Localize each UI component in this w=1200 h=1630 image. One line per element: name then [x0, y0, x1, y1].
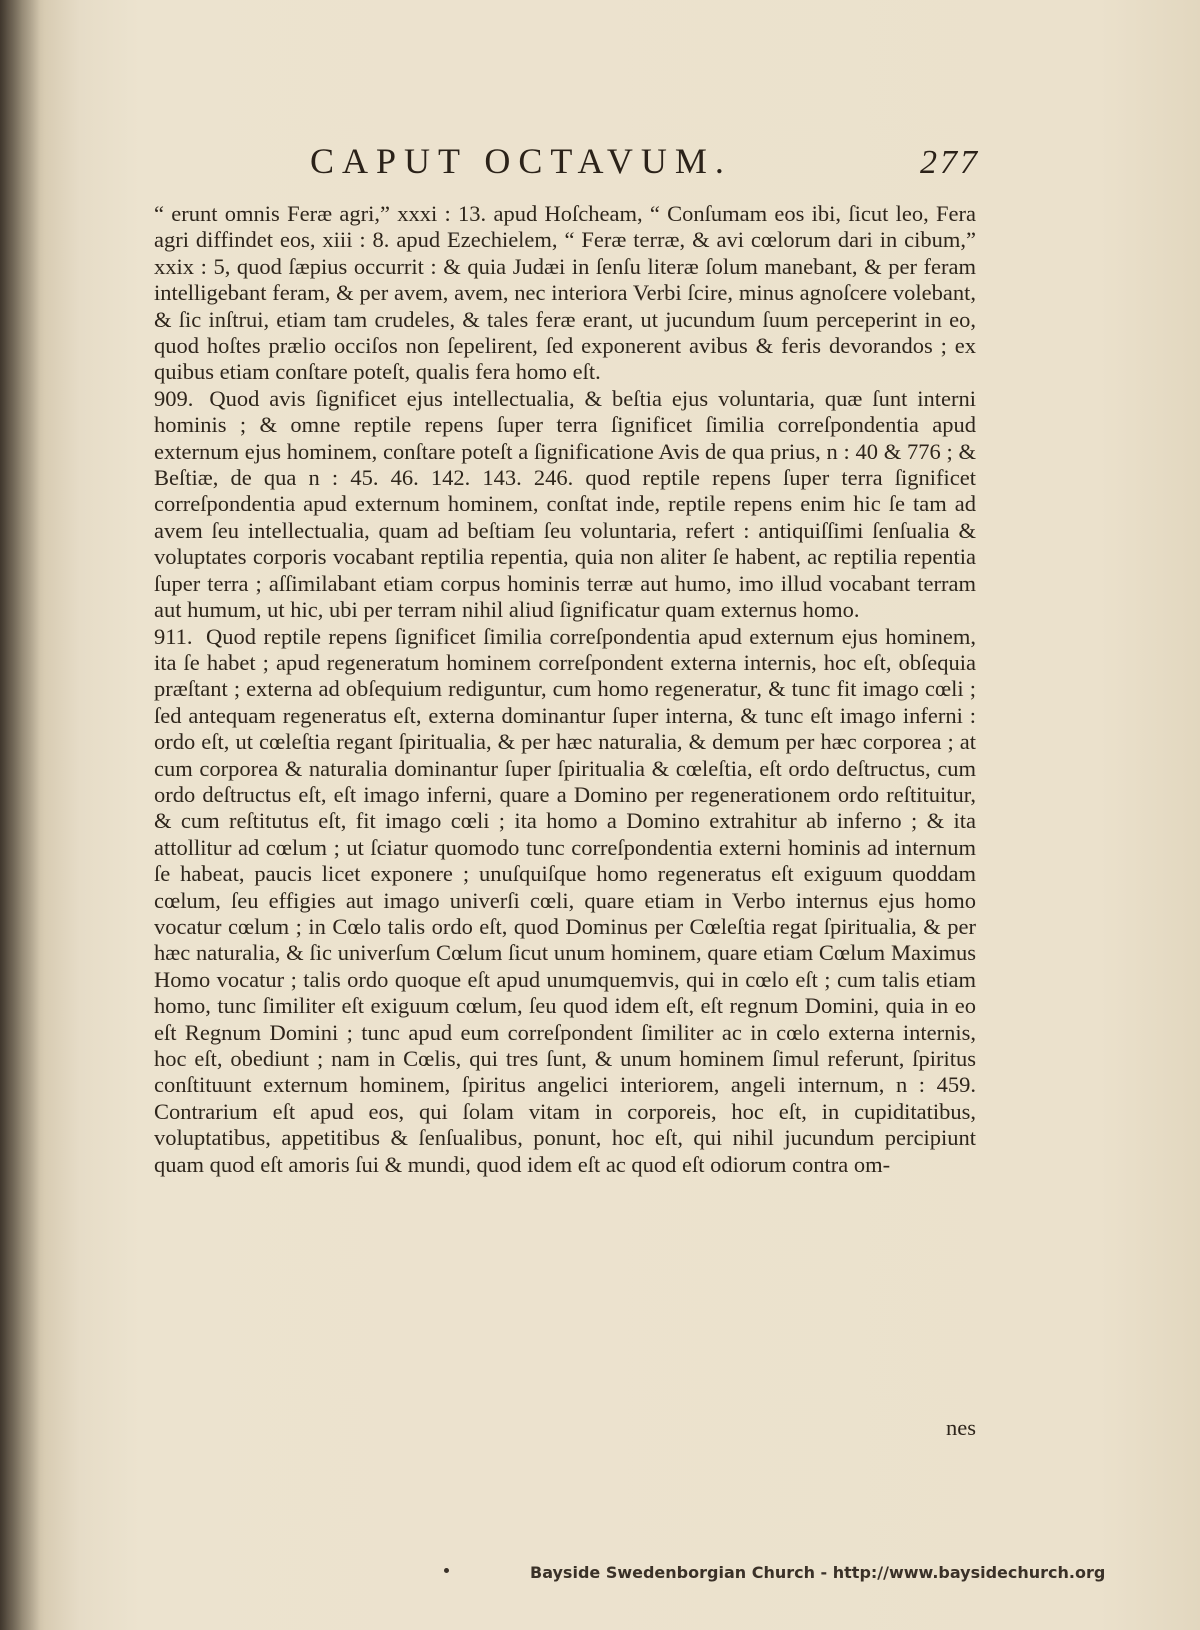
footer-dot [444, 1568, 449, 1573]
footer-credit: Bayside Swedenborgian Church - http://www.baysidechurch.org [530, 1563, 1106, 1582]
paragraph-909 [154, 386, 976, 624]
running-head: CAPUT OCTAVUM. [310, 141, 732, 181]
page-number: 277 [920, 144, 980, 181]
catchword: nes [946, 1415, 976, 1440]
paragraph-909-number: 909. [154, 385, 194, 411]
opening-paragraph: “ erunt omnis Feræ agri,” xxxi : 13. apud Hoſcheam, “ Conſumam eos ibi, ſicut leo, Fera agri diffindet eos, xiii : 8. apud Ezechielem, “ Feræ terræ, & avi cœlorum dari in cibum,” xxix : 5, quod ſæpius occurrit : & quia Judæi in ſenſu literæ ſolum manebant, & per feram intelligebant feram, & per avem, avem, nec interiora Verbi ſcire, minus agnoſcere volebant, & ſic inſtrui, etiam tam crudeles, & tales feræ erant, ut jucundum ſuum perceperint in eo, quod hoſtes prælio occiſos non ſepelirent, ſed exponerent avibus & feris devorandos ; ex quibus etiam conſtare poteſt, qualis fera homo eſt. [154, 201, 976, 385]
spine-shadow [0, 0, 40, 1630]
paragraph-911-number: 911. [154, 623, 193, 649]
paragraph-909-text: Quod avis ſignificet ejus intellectualia, & beſtia ejus voluntaria, quæ ſunt interni hominis ; & omne reptile repens ſuper terra ſignificet ſimilia correſpondentia apud externum ejus hominem, conſtare poteſt a ſignificatione Avis de qua prius, n : 40 & 776 ; & Beſtiæ, de qua n : 45. 46. 142. 143. 246. quod reptile repens ſuper terra ſignificet correſpondentia apud externum hominem, conſtat inde, reptile repens enim hic ſe tam ad avem ſeu intellectualia, quam ad beſtiam ſeu voluntaria, refert : antiquiſſimi ſenſualia & voluptates corporis vocabant reptilia repentia, quia non aliter ſe habent, ac reptilia repentia ſuper terra ; aſſimilabant etiam corpus hominis terræ aut humo, imo illud vocabant terram aut humum, ut hic, ubi per terram nihil aliud ſignificatur quam externus homo. [154, 385, 977, 623]
page-header [150, 140, 980, 190]
paragraph-911 [154, 624, 976, 1179]
paragraph-911-text: Quod reptile repens ſignificet ſimilia correſpondentia apud externum ejus hominem, ita ſe habet ; apud regeneratum hominem correſpondent externa internis, hoc eſt, obſequia præſtant ; externa ad obſequium rediguntur, cum homo regeneratur, & tunc fit imago cœli ; ſed antequam regeneratus eſt, externa dominantur ſuper interna, & tunc eſt imago inferni : ordo eſt, ut cœleſtia regant ſpiritualia, & per hæc naturalia, & demum per hæc corporea ; at cum corporea & naturalia dominantur ſuper ſpiritualia & cœleſtia, eſt ordo deſtructus, cum ordo deſtructus eſt, eſt imago inferni, quare a Domino per regenerationem ordo reſtituitur, & cum reſtitutus eſt, fit imago cœli ; ita homo a Domino extrahitur ab inferno ; & ita attollitur ad cœlum ; ut ſciatur quomodo tunc correſpondentia externi hominis ad internum ſe habeat, paucis licet exponere ; unuſquiſque homo regeneratus eſt exiguum quoddam cœlum, ſeu effigies aut imago univerſi cœli, quare etiam in Verbo internus ejus homo vocatur cœlum ; in Cœlo talis ordo eſt, quod Dominus per Cœleſtia regat ſpiritualia, & per hæc naturalia, & ſic univerſum Cœlum ſicut unum hominem, quare etiam Cœlum Maximus Homo vocatur ; talis ordo quoque eſt apud unumquemvis, qui in cœlo eſt ; cum talis etiam homo, tunc ſimiliter eſt exiguum cœlum, ſeu quod idem eſt, eſt regnum Domini, quia in eo eſt Regnum Domini ; tunc apud eum correſpondent ſimiliter ac in cœlo externa internis, hoc eſt, obediunt ; nam in Cœlis, qui tres ſunt, & unum hominem ſimul referunt, ſpiritus conſtituunt externum hominem, ſpiritus angelici interiorem, angeli internum, n : 459. Contrarium eſt apud eos, qui ſolam vitam in corporeis, hoc eſt, in cupiditatibus, voluptatibus, appetitibus & ſenſualibus, ponunt, hoc eſt, qui nihil jucundum percipiunt quam quod eſt amoris ſui & mundi, quod idem eſt ac quod eſt odiorum contra om- [154, 623, 977, 1177]
body-text [154, 201, 976, 1178]
